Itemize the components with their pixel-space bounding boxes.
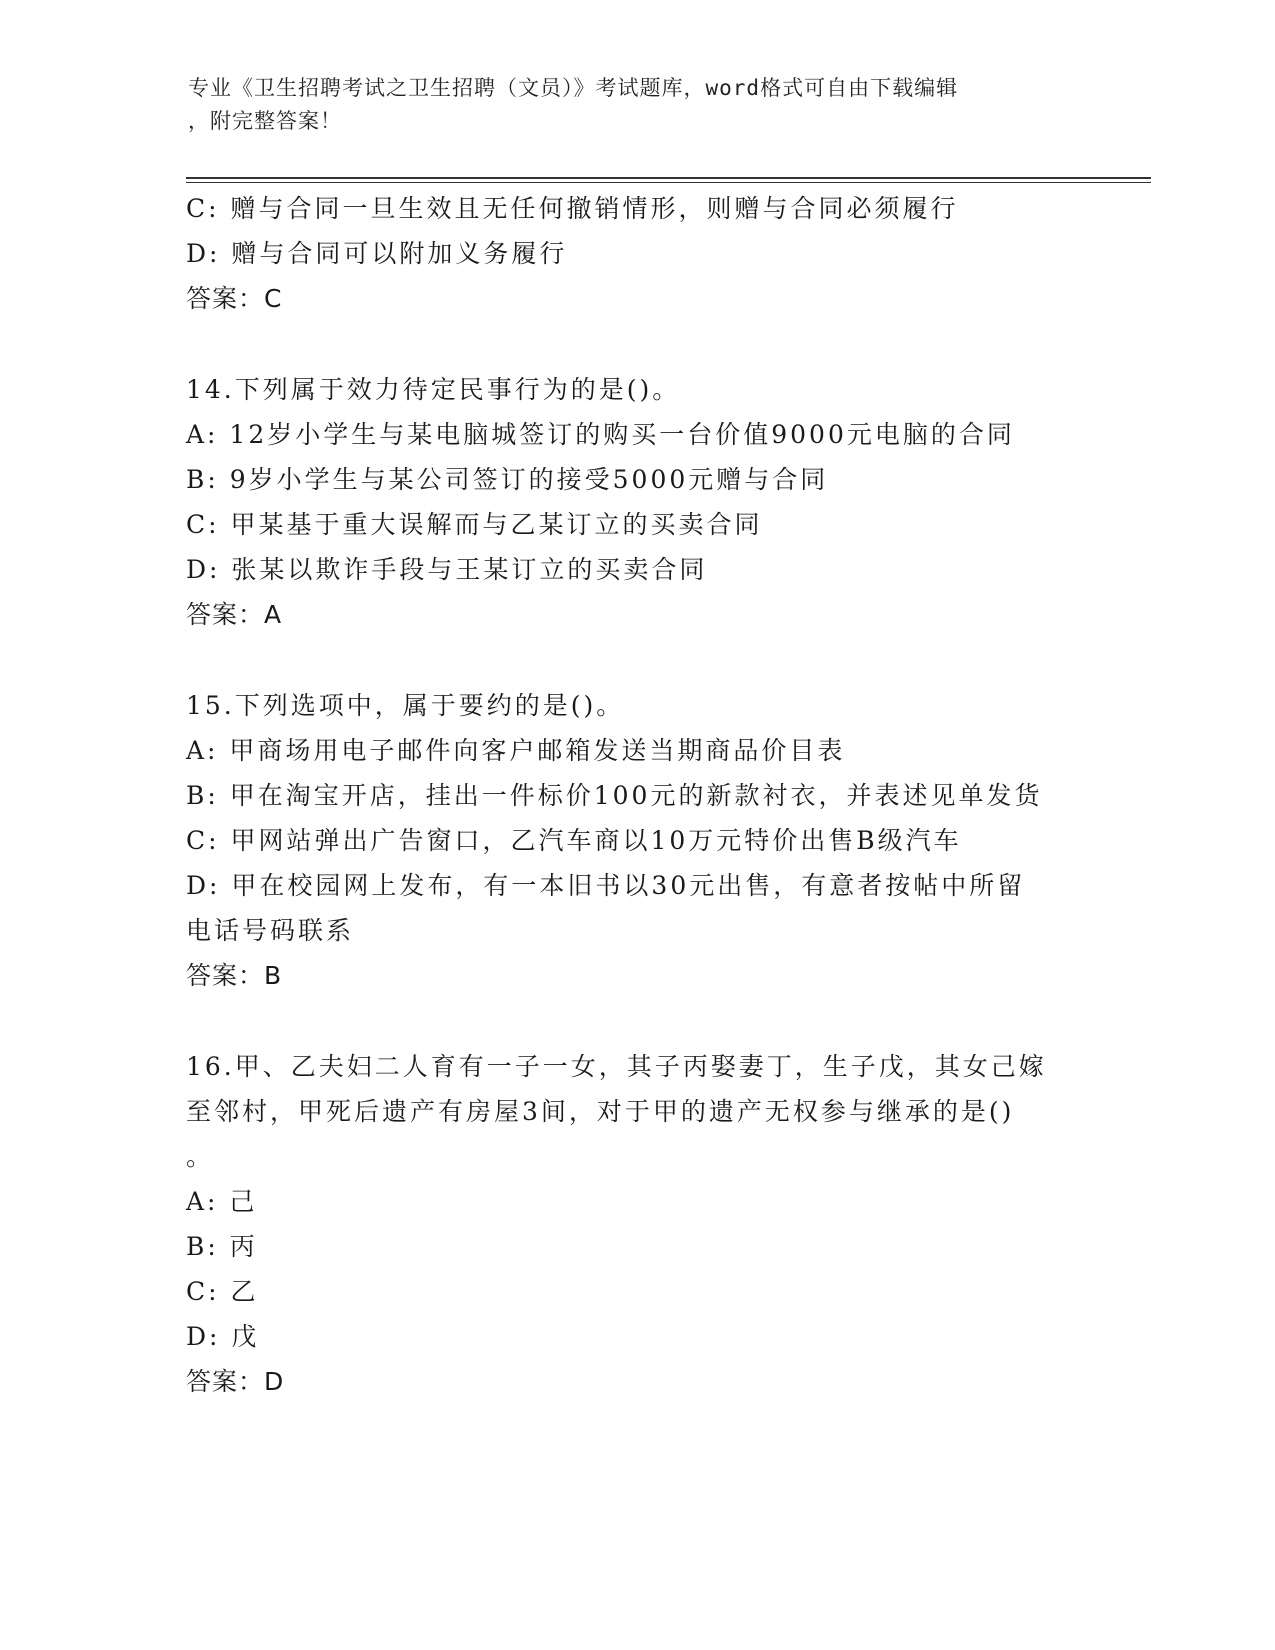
question-16-stem-line-1: 16.甲、乙夫妇二人育有一子一女，其子丙娶妻丁，生子戊，其女己嫁 (186, 1052, 1047, 1081)
question-15 (186, 683, 1086, 998)
question-15-option-d-line-1: D: 甲在校园网上发布，有一本旧书以30元出售，有意者按帖中所留 (186, 871, 1026, 900)
question-13-option-c: C: 赠与合同一旦生效且无任何撤销情形，则赠与合同必须履行 (186, 194, 959, 223)
question-16-option-b: B: 丙 (186, 1232, 258, 1261)
question-14-option-c: C: 甲某基于重大误解而与乙某订立的买卖合同 (186, 510, 763, 539)
question-14-stem: 14.下列属于效力待定民事行为的是()。 (186, 375, 681, 404)
question-14-option-d: D: 张某以欺诈手段与王某订立的买卖合同 (186, 555, 708, 584)
question-16-option-a: A: 己 (186, 1187, 258, 1216)
question-16 (186, 1044, 1086, 1404)
question-13-option-d: D: 赠与合同可以附加义务履行 (186, 239, 568, 268)
question-13-answer: 答案：C (186, 284, 283, 313)
question-14-answer: 答案：A (186, 600, 283, 629)
header-divider (186, 177, 1151, 183)
question-15-option-a: A: 甲商场用电子邮件向客户邮箱发送当期商品价目表 (186, 736, 846, 765)
question-13 (186, 186, 1086, 321)
question-15-stem: 15.下列选项中，属于要约的是()。 (186, 691, 625, 720)
question-14 (186, 367, 1086, 637)
question-16-stem-line-2: 至邻村，甲死后遗产有房屋3间，对于甲的遗产无权参与继承的是() (186, 1097, 1015, 1126)
spacer (186, 998, 1086, 1044)
question-16-option-c: C: 乙 (186, 1277, 259, 1306)
question-15-option-b: B: 甲在淘宝开店，挂出一件标价100元的新款衬衣，并表述见单发货 (186, 781, 1043, 810)
question-list (186, 186, 1086, 1404)
spacer (186, 321, 1086, 367)
question-14-option-b: B: 9岁小学生与某公司签订的接受5000元赠与合同 (186, 465, 829, 494)
question-16-stem-line-3: 。 (186, 1142, 215, 1171)
question-15-option-d-line-2: 电话号码联系 (186, 916, 355, 945)
spacer (186, 637, 1086, 683)
question-15-answer: 答案：B (186, 961, 283, 990)
header-line-1: 专业《卫生招聘考试之卫生招聘（文员）》考试题库，word格式可自由下载编辑 (188, 76, 959, 100)
question-15-option-c: C: 甲网站弹出广告窗口，乙汽车商以10万元特价出售B级汽车 (186, 826, 962, 855)
document-header (188, 72, 1068, 138)
question-16-option-d: D: 戊 (186, 1322, 260, 1351)
header-line-2: ，附完整答案！ (188, 109, 342, 133)
question-14-option-a: A: 12岁小学生与某电脑城签订的购买一台价值9000元电脑的合同 (186, 420, 1015, 449)
question-16-answer: 答案：D (186, 1367, 285, 1396)
